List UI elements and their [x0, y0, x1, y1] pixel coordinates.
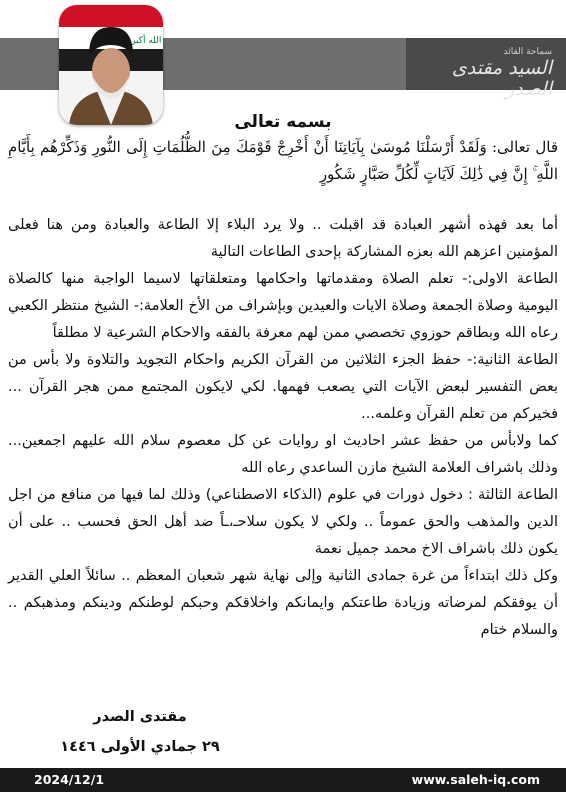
paragraph-hadith: كما ولابأس من حفظ عشر احاديث او روايات عن كل معصوم سلام الله عليهم اجمعين... وذلك باشراف العلامة الشيخ مازن الساعدي رعاه الله [8, 433, 558, 476]
signature-block [40, 702, 240, 762]
signature-name: مقتدى الصدر [93, 709, 187, 725]
header-name: السيد مقتدى الصدر [451, 56, 552, 100]
signature-date: ٢٩ جمادي الأولى ١٤٤٦ [60, 739, 220, 755]
portrait-photo [59, 5, 163, 125]
paragraph-second-obedience: الطاعة الثانية:- حفظ الجزء الثلاثين من القرآن الكريم واحكام التجويد والتلاوة ولا بأس من بعض التفسير لبعض الآيات التي يصعب فهمها. لكي لايكون المجتمع ممن هجر القرآن ... فخيركم من تعلم القرآن وعلمه... [8, 352, 558, 422]
footer-bar [0, 768, 566, 792]
svg-text:الله أكبر: الله أكبر [131, 36, 162, 46]
paragraph-closing: وكل ذلك ابتداءاً من غرة جمادى الثانية وإلى نهاية شهر شعبان المعظم .. سائلاً العلي القدير أن يوفقكم لمرضاته وزيادة طاعتكم وايمانكم واخلاقكم وحبكم لوطنكم ودينكم ومذهبكم .. والسلام ختام [8, 568, 558, 638]
footer-website-link[interactable]: www.saleh-iq.com [411, 772, 540, 787]
document-title: بسمه تعالى [234, 112, 332, 132]
letter-body [8, 134, 558, 644]
header-subtitle: سماحة القائد [503, 47, 552, 57]
header-logo [412, 48, 552, 100]
paragraph-third-obedience: الطاعة الثالثة : دخول دورات في علوم (الذكاء الاصطناعي) وذلك لما فيها من منافع من اجل الدين والمذهب والحق عموماً .. ولكي لا يكون سلاحـ،ـاً ضد أهل الحق فحسب .. على أن يكون ذلك باشراف الاخ محمد جميل نعمة [8, 487, 558, 557]
quran-verse: قال تعالى: وَلَقَدْ أَرْسَلْنَا مُوسَىٰ بِآيَاتِنَا أَنْ أَخْرِجْ قَوْمَكَ مِنَ الظُّلُمَاتِ إِلَى النُّورِ وَذَكِّرْهُم بِأَيَّامِ اللَّهِ ۚ إِنَّ فِي ذَٰلِكَ لَآيَاتٍ لِّكُلِّ صَبَّارٍ شَكُورٍ [8, 138, 558, 183]
paragraph-intro: أما بعد فهذه أشهر العبادة قد اقبلت .. ولا يرد البلاء إلا الطاعة والعبادة ومن هنا فعلى المؤمنين اعزهم الله بعزه المشاركة بإحدى الطاعات التالية [8, 217, 558, 260]
footer-date: 2024/12/1 [34, 772, 105, 787]
header-logo-panel [406, 38, 566, 100]
paragraph-first-obedience: الطاعة الاولى:- تعلم الصلاة ومقدماتها واحكامها ومتعلقاتها لاسيما الواجبة منها كالصلاة اليومية وصلاة الجمعة وصلاة الايات والعيدين وبإشراف من الأخ العلامة:- الشيخ منتظر الكعبي رعاه الله وبطاقم حوزوي تخصصي ممن لهم معرفة بالفقه والاحكام الشرعية لا مطلقاً [8, 271, 558, 341]
